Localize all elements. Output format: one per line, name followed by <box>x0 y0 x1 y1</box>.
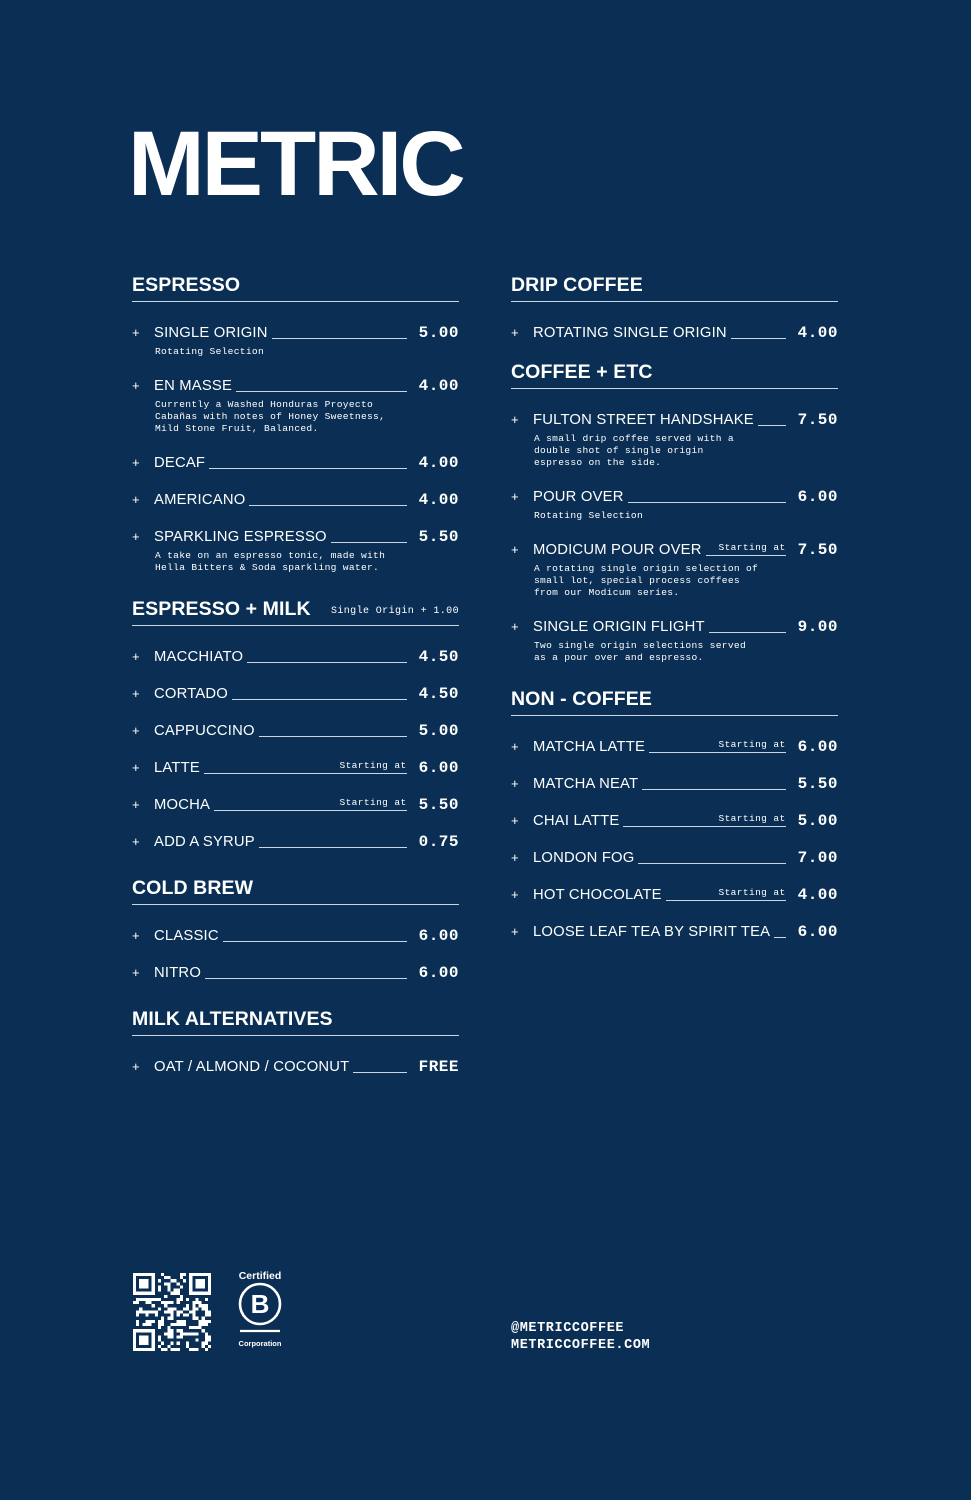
plus-icon: + <box>132 965 140 980</box>
leader-line <box>232 682 407 700</box>
section-header <box>132 272 459 302</box>
menu-item-cortado <box>132 683 459 703</box>
item-name: SPARKLING ESPRESSO <box>154 529 327 545</box>
leader-line <box>223 924 407 942</box>
website-link[interactable]: METRICCOFFEE.COM <box>511 1338 651 1353</box>
menu-item-row <box>511 486 838 506</box>
item-price: FREE <box>418 1058 459 1076</box>
leader-line <box>259 719 407 737</box>
item-price: 0.75 <box>418 833 459 851</box>
menu-item-single-origin <box>132 322 459 358</box>
item-name: ROTATING SINGLE ORIGIN <box>533 325 727 341</box>
section-drip-coffee <box>511 272 838 342</box>
plus-icon: + <box>132 455 140 470</box>
b-corp-icon <box>235 1282 285 1334</box>
plus-icon: + <box>511 412 519 427</box>
menu-item-row <box>132 720 459 740</box>
item-name: MODICUM POUR OVER <box>533 542 702 558</box>
plus-icon: + <box>511 850 519 865</box>
plus-icon: + <box>511 542 519 557</box>
menu-item-macchiato <box>132 646 459 666</box>
item-price: 6.00 <box>418 927 459 945</box>
item-name: AMERICANO <box>154 492 246 508</box>
item-price: 5.50 <box>797 775 838 793</box>
leader-line <box>774 920 785 938</box>
leader-line <box>204 756 407 774</box>
left-column <box>132 272 459 1093</box>
plus-icon: + <box>132 760 140 775</box>
menu-item-row <box>511 847 838 867</box>
plus-icon: + <box>511 776 519 791</box>
menu-item-chai-latte <box>511 810 838 830</box>
starting-at-label: Starting at <box>718 887 786 898</box>
menu-item-hot-chocolate <box>511 884 838 904</box>
item-list <box>132 905 459 982</box>
item-description: Rotating Selection <box>534 510 644 521</box>
item-name: POUR OVER <box>533 489 624 505</box>
item-name: MATCHA NEAT <box>533 776 639 792</box>
item-price: 5.00 <box>418 324 459 342</box>
item-price: 6.00 <box>797 488 838 506</box>
instagram-handle[interactable]: @METRICCOFFEE <box>511 1321 625 1336</box>
item-name: FULTON STREET HANDSHAKE <box>533 412 754 428</box>
leader-line <box>706 538 786 556</box>
item-price: 4.50 <box>418 648 459 666</box>
menu-item-row <box>132 489 459 509</box>
leader-line <box>709 615 786 633</box>
menu-item-row <box>132 925 459 945</box>
menu-item-row <box>132 322 459 342</box>
item-name: DECAF <box>154 455 206 471</box>
item-description: Rotating Selection <box>155 346 265 357</box>
item-list <box>132 1036 459 1076</box>
item-name: OAT / ALMOND / COCONUT <box>154 1059 350 1075</box>
plus-icon: + <box>132 1059 140 1074</box>
section-title: ESPRESSO + MILK <box>132 597 311 620</box>
section-title: NON - COFFEE <box>511 687 652 710</box>
section-header <box>132 1006 459 1036</box>
item-list <box>511 389 838 664</box>
leader-line <box>623 809 785 827</box>
starting-at-label: Starting at <box>718 813 786 824</box>
starting-at-label: Starting at <box>718 739 786 750</box>
plus-icon: + <box>132 529 140 544</box>
section-espresso-milk <box>132 596 459 851</box>
item-list <box>511 716 838 941</box>
menu-item-row <box>132 646 459 666</box>
item-name: SINGLE ORIGIN FLIGHT <box>533 619 705 635</box>
item-name: MACCHIATO <box>154 649 244 665</box>
item-price: 9.00 <box>797 618 838 636</box>
menu-item-row <box>511 616 838 636</box>
menu-item-row <box>511 409 838 429</box>
social-links <box>511 1320 650 1354</box>
menu-item-row <box>132 1056 459 1076</box>
leader-line <box>638 846 785 864</box>
item-name: EN MASSE <box>154 378 233 394</box>
item-name: NITRO <box>154 965 202 981</box>
item-description: A take on an espresso tonic, made with Hella Bitters & Soda sparkling water. <box>155 550 386 573</box>
item-name: LATTE <box>154 760 200 776</box>
item-price: 4.00 <box>797 324 838 342</box>
section-header <box>511 686 838 716</box>
item-name: CORTADO <box>154 686 229 702</box>
menu-item-en-masse <box>132 375 459 435</box>
menu-item-mocha <box>132 794 459 814</box>
item-name: SINGLE ORIGIN <box>154 325 268 341</box>
item-name: MOCHA <box>154 797 211 813</box>
plus-icon: + <box>132 723 140 738</box>
item-price: 5.50 <box>418 528 459 546</box>
leader-line <box>205 961 407 979</box>
section-coffee-etc <box>511 359 838 664</box>
b-corp-logo <box>232 1270 288 1348</box>
item-price: 6.00 <box>418 759 459 777</box>
leader-line <box>247 645 406 663</box>
item-description: Two single origin selections served as a pour over and espresso. <box>534 640 747 663</box>
plus-icon: + <box>132 834 140 849</box>
menu-item-row <box>511 773 838 793</box>
item-name: CAPPUCCINO <box>154 723 255 739</box>
menu-item-row <box>511 736 838 756</box>
menu-item-matcha-neat <box>511 773 838 793</box>
item-price: 6.00 <box>418 964 459 982</box>
menu-item-london-fog <box>511 847 838 867</box>
item-price: 5.00 <box>797 812 838 830</box>
section-espresso <box>132 272 459 574</box>
leader-line <box>642 772 785 790</box>
item-price: 6.00 <box>797 738 838 756</box>
plus-icon: + <box>511 924 519 939</box>
item-price: 7.50 <box>797 411 838 429</box>
plus-icon: + <box>132 492 140 507</box>
menu-item-loose-leaf-tea-by-spirit-tea <box>511 921 838 941</box>
item-name: LOOSE LEAF TEA BY SPIRIT TEA <box>533 924 771 940</box>
menu-item-row <box>511 921 838 941</box>
plus-icon: + <box>132 325 140 340</box>
plus-icon: + <box>511 739 519 754</box>
plus-icon: + <box>511 813 519 828</box>
plus-icon: + <box>132 797 140 812</box>
right-column <box>511 272 838 958</box>
item-price: 4.00 <box>418 491 459 509</box>
menu-item-row <box>132 526 459 546</box>
section-title: MILK ALTERNATIVES <box>132 1007 333 1030</box>
item-name: HOT CHOCOLATE <box>533 887 662 903</box>
plus-icon: + <box>132 378 140 393</box>
leader-line <box>353 1055 406 1073</box>
item-description: A rotating single origin selection of small lot, special process coffees from our Modicum series. <box>534 563 759 598</box>
qr-code-icon[interactable] <box>133 1273 211 1351</box>
item-price: 4.00 <box>418 377 459 395</box>
item-price: 7.00 <box>797 849 838 867</box>
item-name: CLASSIC <box>154 928 219 944</box>
menu-item-row <box>511 810 838 830</box>
starting-at-label: Starting at <box>718 542 786 553</box>
menu-item-row <box>132 375 459 395</box>
starting-at-label: Starting at <box>339 797 407 808</box>
leader-line <box>259 830 407 848</box>
item-price: 4.50 <box>418 685 459 703</box>
section-title: COLD BREW <box>132 876 254 899</box>
menu-item-sparkling-espresso <box>132 526 459 574</box>
plus-icon: + <box>511 887 519 902</box>
section-milk-alternatives <box>132 1006 459 1076</box>
section-header <box>132 596 459 626</box>
section-title: ESPRESSO <box>132 273 241 296</box>
menu-item-pour-over <box>511 486 838 522</box>
menu-item-decaf <box>132 452 459 472</box>
leader-line <box>249 488 406 506</box>
leader-line <box>331 525 407 543</box>
item-price: 4.00 <box>418 454 459 472</box>
menu-item-add-a-syrup <box>132 831 459 851</box>
b-corp-letter: B <box>250 1289 270 1319</box>
section-note: Single Origin + 1.00 <box>330 606 459 617</box>
b-corp-certified-text: Certified <box>238 1270 282 1282</box>
item-list <box>132 302 459 574</box>
leader-line <box>758 408 786 426</box>
section-title: DRIP COFFEE <box>511 273 643 296</box>
section-header <box>132 875 459 905</box>
plus-icon: + <box>132 686 140 701</box>
menu-item-row <box>132 452 459 472</box>
item-price: 7.50 <box>797 541 838 559</box>
leader-line <box>628 485 786 503</box>
leader-line <box>209 451 406 469</box>
item-name: ADD A SYRUP <box>154 834 255 850</box>
b-corp-corporation-text: Corporation <box>238 1339 282 1348</box>
menu-item-fulton-street-handshake <box>511 409 838 469</box>
plus-icon: + <box>132 928 140 943</box>
section-title: COFFEE + ETC <box>511 360 653 383</box>
item-description: Currently a Washed Honduras Proyecto Cabañas with notes of Honey Sweetness, Mild Stone Fruit, Balanced. <box>155 399 386 434</box>
leader-line <box>236 374 407 392</box>
leader-line <box>666 883 786 901</box>
menu-item-modicum-pour-over <box>511 539 838 599</box>
menu-item-matcha-latte <box>511 736 838 756</box>
menu-item-row <box>511 322 838 342</box>
section-header <box>511 359 838 389</box>
plus-icon: + <box>511 619 519 634</box>
menu-item-single-origin-flight <box>511 616 838 664</box>
item-description: A small drip coffee served with a double shot of single origin espresso on the side. <box>534 433 734 468</box>
menu-item-classic <box>132 925 459 945</box>
brand-logo: METRIC <box>128 113 463 215</box>
section-cold-brew <box>132 875 459 982</box>
menu-item-cappuccino <box>132 720 459 740</box>
item-price: 6.00 <box>797 923 838 941</box>
section-non-coffee <box>511 686 838 941</box>
plus-icon: + <box>132 649 140 664</box>
section-header <box>511 272 838 302</box>
item-price: 4.00 <box>797 886 838 904</box>
leader-line <box>649 735 786 753</box>
menu-item-row <box>511 539 838 559</box>
item-price: 5.50 <box>418 796 459 814</box>
menu-item-row <box>132 794 459 814</box>
menu-item-rotating-single-origin <box>511 322 838 342</box>
plus-icon: + <box>511 325 519 340</box>
menu-item-row <box>132 962 459 982</box>
menu-item-row <box>132 683 459 703</box>
leader-line <box>731 321 786 339</box>
plus-icon: + <box>511 489 519 504</box>
menu-item-row <box>132 757 459 777</box>
item-name: MATCHA LATTE <box>533 739 646 755</box>
item-name: CHAI LATTE <box>533 813 620 829</box>
starting-at-label: Starting at <box>339 760 407 771</box>
menu-item-row <box>511 884 838 904</box>
item-list <box>511 302 838 342</box>
menu-item-row <box>132 831 459 851</box>
menu-item-oat-almond-coconut <box>132 1056 459 1076</box>
menu-item-americano <box>132 489 459 509</box>
menu-item-latte <box>132 757 459 777</box>
menu-item-nitro <box>132 962 459 982</box>
item-price: 5.00 <box>418 722 459 740</box>
leader-line <box>272 321 407 339</box>
item-name: LONDON FOG <box>533 850 635 866</box>
leader-line <box>214 793 407 811</box>
item-list <box>132 626 459 851</box>
